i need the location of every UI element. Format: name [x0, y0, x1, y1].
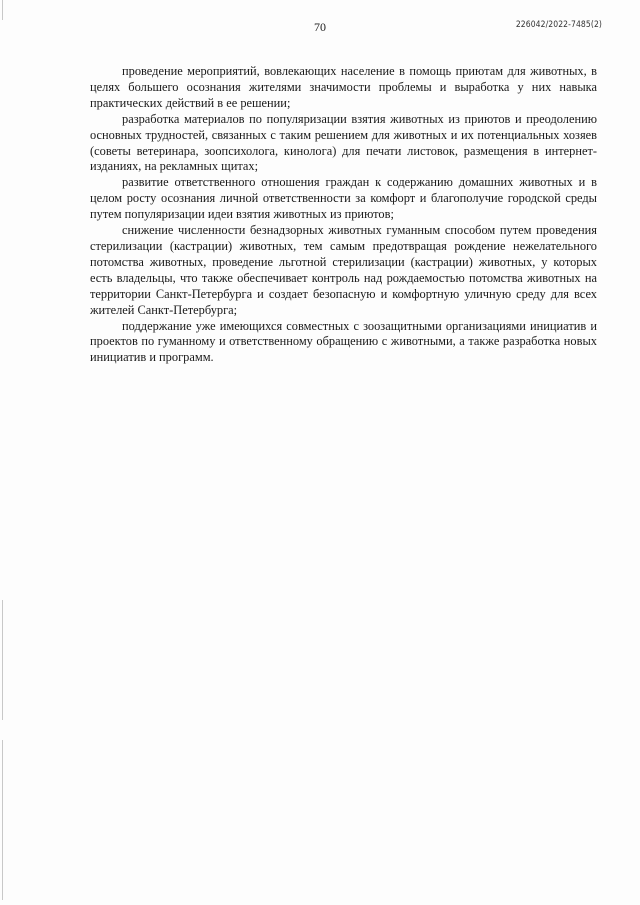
paragraph: снижение численности безнадзорных животных гуманным способом путем проведения стерилизации (кастрации) животных, тем самым предотвращая рождение нежелательного потомства животных, проведение льготной стерилизации (кастрации) животных, у которых есть владельцы, что также обеспечивает контроль над рождаемостью потомства животных на территории Санкт-Петербурга и создает безопасную и комфортную уличную среду для всех жителей Санкт-Петербурга;: [90, 223, 597, 317]
scan-edge-mark: [2, 600, 3, 720]
scan-edge-mark: [2, 740, 3, 900]
body-text: [90, 64, 597, 366]
scan-edge-mark: [2, 0, 3, 20]
document-id: 226042/2022-7485(2): [515, 20, 602, 30]
page-number: 70: [314, 20, 326, 34]
paragraph: развитие ответственного отношения граждан к содержанию домашних животных и в целом росту осознания личной ответственности за комфорт и благополучие городской среды путем популяризации идеи взятия животных из приютов;: [90, 175, 597, 222]
paragraph: разработка материалов по популяризации взятия животных из приютов и преодолению основных трудностей, связанных с таким решением для животных и их потенциальных хозяев (советы ветеринара, зоопсихолога, кинолога) для печати листовок, размещения в интернет-изданиях, на рекламных щитах;: [90, 111, 597, 174]
paragraph: проведение мероприятий, вовлекающих население в помощь приютам для животных, в целях большего осознания жителями значимости проблемы и выработка у них навыка практических действий в ее решении;: [90, 64, 597, 110]
paragraph: поддержание уже имеющихся совместных с зоозащитными организациями инициатив и проектов по гуманному и ответственному обращению с животными, а также разработка новых инициатив и программ.: [90, 318, 597, 365]
